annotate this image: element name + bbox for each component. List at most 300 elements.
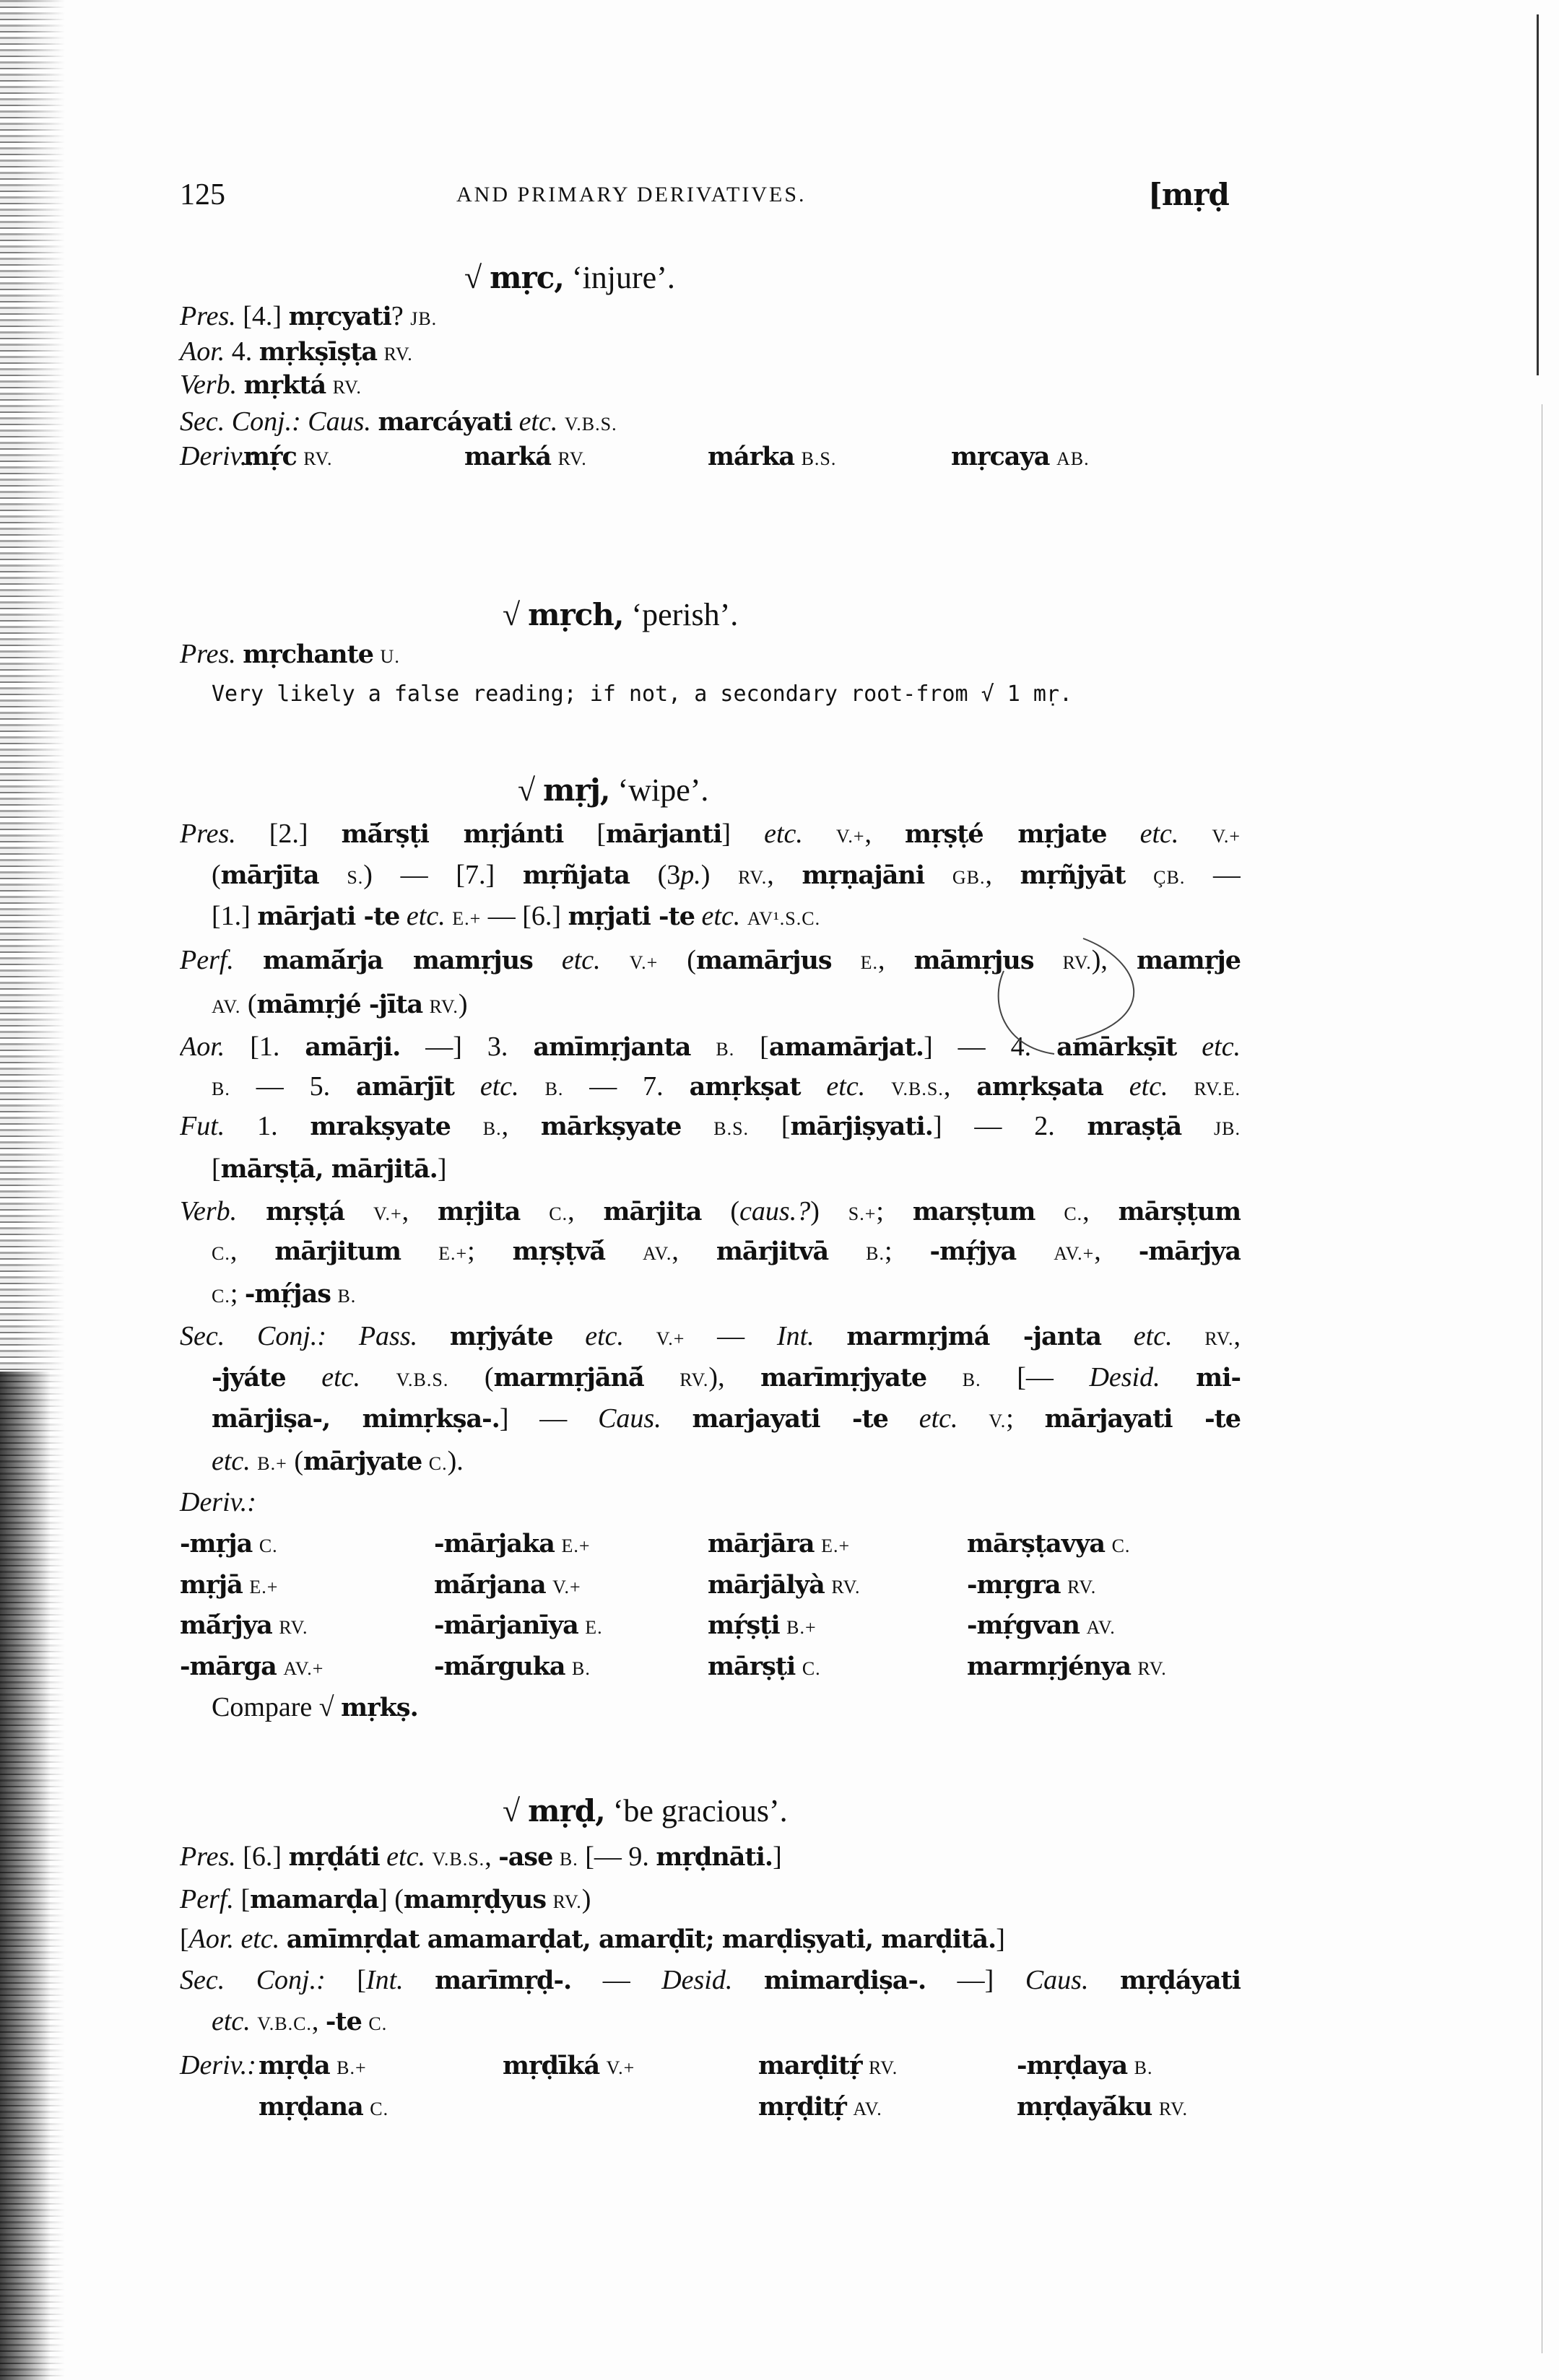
- text-segment: [: [325, 1965, 366, 1995]
- text-segment: [399, 901, 407, 931]
- source-abbreviation: S.+: [848, 1203, 877, 1224]
- source-abbreviation: E.+: [452, 908, 482, 929]
- source-abbreviation: B.+: [257, 1453, 287, 1474]
- derivative-entry: [1017, 2047, 1153, 2083]
- sanskrit-form: mārjita: [603, 1197, 702, 1226]
- source-abbreviation: B.: [716, 1039, 735, 1060]
- grammatical-label: Pres.: [180, 301, 236, 331]
- source-abbreviation: RV.: [552, 1891, 582, 1912]
- derivative-entry: [259, 2088, 388, 2124]
- source-abbreviation: V.B.C.: [257, 2013, 312, 2034]
- source-abbreviation: V.: [989, 1411, 1007, 1431]
- entry-line: [212, 2003, 387, 2039]
- sanskrit-form: -mārga: [180, 1652, 277, 1681]
- sanskrit-form: -mṛja: [180, 1529, 253, 1559]
- text-segment: [801, 1071, 827, 1102]
- guide-word: [mṛḍ: [1148, 177, 1229, 212]
- source-abbreviation: V.+: [835, 826, 865, 847]
- text-segment: [234, 945, 263, 975]
- text-segment: ,: [568, 1196, 604, 1226]
- text-segment: ,: [230, 1236, 275, 1266]
- source-abbreviation: JB.: [1214, 1118, 1241, 1139]
- text-segment: ,: [672, 1236, 716, 1266]
- text-segment: ;: [230, 1278, 245, 1309]
- grammatical-label: etc.: [406, 901, 446, 931]
- text-segment: [546, 1884, 553, 1914]
- sanskrit-form: amārji.: [305, 1032, 401, 1062]
- grammatical-label: Verb.: [180, 370, 238, 400]
- text-segment: —: [685, 1321, 777, 1351]
- text-segment: [363, 2091, 370, 2122]
- text-segment: [236, 639, 243, 669]
- text-segment: ,: [311, 2006, 326, 2036]
- source-abbreviation: RV.: [383, 344, 413, 365]
- text-segment: —: [1185, 860, 1241, 890]
- text-segment: [803, 819, 836, 849]
- source-abbreviation: E.+: [249, 1577, 279, 1597]
- text-segment: [422, 989, 430, 1019]
- source-abbreviation: V.B.S.: [564, 414, 617, 435]
- sanskrit-form: mārṣṭi: [708, 1652, 796, 1681]
- sanskrit-form: amārkṣīt: [1056, 1032, 1177, 1062]
- root-gloss: ‘wipe’.: [609, 772, 709, 808]
- entry-line: [180, 367, 362, 403]
- sanskrit-form: mṛṣṭá: [266, 1197, 345, 1226]
- root-name: mṛc,: [490, 260, 564, 295]
- sanskrit-form: -te: [325, 2007, 362, 2036]
- source-abbreviation: RV.: [1158, 2098, 1189, 2119]
- text-segment: —]: [926, 1965, 1025, 1995]
- entry-line: [180, 636, 400, 672]
- sanskrit-form: mṛcyati: [288, 302, 391, 331]
- source-abbreviation: C.: [1064, 1203, 1083, 1224]
- sanskrit-form: amīmṛḍat amamarḍat, amarḍīt; marḍiṣyati, marḍitā.: [286, 1925, 996, 1954]
- grammatical-label: etc.: [321, 1362, 361, 1392]
- running-title: AND PRIMARY DERIVATIVES.: [456, 183, 807, 206]
- entry-line: [180, 1921, 1005, 1957]
- source-abbreviation: C.: [259, 1535, 278, 1556]
- text-segment: — [6.]: [481, 901, 568, 931]
- sanskrit-form: mārjitum: [274, 1237, 401, 1266]
- text-segment: [279, 1924, 287, 1954]
- source-abbreviation: E.: [860, 952, 879, 973]
- source-abbreviation: B.+: [786, 1617, 817, 1638]
- text-segment: (3: [629, 860, 681, 890]
- sanskrit-form: mṛḍayā́ku: [1017, 2092, 1152, 2122]
- entry-line: [180, 816, 1241, 852]
- text-segment: [661, 1403, 692, 1434]
- sanskrit-form: mṛkṣīṣṭa: [259, 337, 378, 367]
- text-segment: — 7.: [563, 1071, 690, 1102]
- source-abbreviation: RV.: [303, 448, 333, 469]
- text-segment: ;: [467, 1236, 513, 1266]
- sanskrit-form: mṛñjyāt: [1020, 860, 1126, 890]
- sanskrit-form: marmṛjānā́: [493, 1363, 644, 1392]
- grammatical-label: etc.: [518, 406, 558, 437]
- grammatical-label: Perf.: [180, 945, 234, 975]
- text-segment: [377, 336, 384, 367]
- text-segment: ): [810, 1196, 848, 1226]
- derivative-entry: [708, 438, 836, 474]
- text-segment: [1105, 1528, 1112, 1559]
- scan-border-line: [1537, 14, 1539, 375]
- root-heading: [503, 1790, 788, 1833]
- sanskrit-form: mṛṣṭé mṛjate: [905, 819, 1107, 849]
- grammatical-label: etc.: [1129, 1071, 1168, 1102]
- text-segment: [1178, 819, 1212, 849]
- derivative-entry: [180, 1566, 278, 1603]
- sanskrit-form: marḍitṛ́: [758, 2051, 862, 2080]
- text-segment: ]: [996, 1924, 1005, 1954]
- text-segment: [1127, 2050, 1134, 2080]
- entry-line: [180, 1962, 1241, 1998]
- sanskrit-form: mṛchante: [243, 640, 374, 669]
- source-abbreviation: V.+: [552, 1577, 581, 1597]
- text-segment: ] — 2.: [932, 1111, 1087, 1141]
- source-abbreviation: RV.: [332, 377, 362, 398]
- text-segment: (: [701, 1196, 740, 1226]
- text-segment: [251, 2006, 258, 2036]
- sanskrit-form: māmṛjé -jīta: [256, 990, 423, 1019]
- text-segment: [422, 1446, 429, 1476]
- text-segment: [828, 1236, 866, 1266]
- sanskrit-form: marjayati -te: [692, 1404, 888, 1434]
- derivative-entry: [243, 438, 332, 474]
- sanskrit-form: mrakṣyate: [310, 1112, 451, 1141]
- text-segment: [: [563, 819, 607, 849]
- text-segment: [344, 1196, 373, 1226]
- text-segment: [4.]: [235, 301, 289, 331]
- sanskrit-form: -mṛ́jya: [929, 1237, 1017, 1266]
- root-heading: [518, 769, 708, 812]
- source-abbreviation: AV.+: [1054, 1243, 1095, 1264]
- text-segment: [624, 1321, 656, 1351]
- text-segment: [740, 901, 747, 931]
- sanskrit-form: mārṣṭum: [1118, 1197, 1241, 1226]
- derivative-entry: [259, 2047, 367, 2083]
- sanskrit-form: mi-: [1196, 1363, 1241, 1392]
- derivative-entry: [758, 2088, 882, 2124]
- source-abbreviation: RV.: [738, 867, 768, 888]
- source-abbreviation: RV.: [1137, 1658, 1167, 1679]
- source-abbreviation: V.B.S.: [396, 1369, 449, 1390]
- sanskrit-form: mṛḍitṛ́: [758, 2092, 846, 2122]
- sanskrit-form: mṛḍnāti.: [656, 1842, 773, 1872]
- grammatical-label: Aor. etc.: [188, 1924, 280, 1954]
- derivative-entry: [1017, 2088, 1188, 2124]
- text-segment: Compare √: [212, 1692, 342, 1722]
- text-segment: ,: [864, 819, 906, 849]
- text-segment: ): [700, 860, 739, 890]
- sanskrit-form: mārṣṭavya: [967, 1529, 1106, 1559]
- source-abbreviation: RV.: [679, 1369, 709, 1390]
- grammatical-label: Perf.: [180, 1884, 234, 1914]
- text-segment: ,: [767, 860, 802, 890]
- sanskrit-form: amṛkṣat: [689, 1072, 801, 1102]
- text-segment: (: [658, 945, 696, 975]
- text-segment: [578, 1610, 586, 1640]
- sanskrit-form: mṛjā: [180, 1570, 243, 1600]
- radical-sign-icon: √: [518, 772, 536, 808]
- text-segment: [—: [981, 1362, 1090, 1392]
- grammatical-label: etc.: [479, 1071, 519, 1102]
- grammatical-label: etc.: [561, 945, 601, 975]
- derivative-entry: [434, 1525, 591, 1561]
- grammatical-label: p.: [680, 860, 701, 890]
- text-segment: [330, 2050, 337, 2080]
- text-segment: [599, 2050, 607, 2080]
- text-segment: [1181, 1111, 1214, 1141]
- derivative-entry: [951, 438, 1090, 474]
- text-segment: [446, 901, 453, 931]
- root-heading: [464, 256, 675, 300]
- text-segment: [1049, 441, 1056, 471]
- text-segment: [: [749, 1111, 791, 1141]
- grammatical-label: caus.?: [739, 1196, 811, 1226]
- entry-line: [180, 1839, 782, 1875]
- text-segment: —] 3.: [400, 1032, 534, 1062]
- text-segment: [237, 1196, 266, 1226]
- source-abbreviation: B.: [482, 1118, 502, 1139]
- text-segment: — 5.: [230, 1071, 357, 1102]
- text-segment: [795, 1651, 802, 1681]
- source-abbreviation: AV.: [853, 2098, 882, 2119]
- source-abbreviation: E.: [585, 1617, 603, 1638]
- root-gloss: ‘injure’.: [563, 260, 675, 295]
- text-segment: [371, 406, 378, 437]
- text-segment: [601, 945, 630, 975]
- source-abbreviation: GB.: [952, 867, 986, 888]
- derivative-entry: [967, 1525, 1130, 1561]
- source-abbreviation: AV.: [643, 1243, 672, 1264]
- text-segment: (: [212, 860, 221, 890]
- derivative-entry: [967, 1648, 1167, 1684]
- grammatical-label: Verb.: [180, 1196, 238, 1226]
- entry-line: [180, 1108, 1241, 1144]
- source-abbreviation: RV.: [557, 448, 587, 469]
- text-segment: ;: [876, 1196, 913, 1226]
- text-segment: [690, 1032, 716, 1062]
- root-name: mṛch,: [528, 597, 624, 632]
- text-segment: ?: [391, 301, 411, 331]
- text-segment: [519, 1071, 545, 1102]
- text-segment: [815, 1528, 822, 1559]
- text-segment: ),: [708, 1362, 761, 1392]
- root-gloss: ‘be gracious’.: [604, 1793, 788, 1828]
- sanskrit-form: márka: [708, 442, 795, 471]
- text-segment: —: [571, 1965, 662, 1995]
- compare-note: [212, 1689, 418, 1725]
- derivative-entry: [503, 2047, 635, 2083]
- sanskrit-form: mārjitvā: [716, 1237, 829, 1266]
- sanskrit-form: -mṛḍaya: [1017, 2051, 1128, 2080]
- grammatical-label: Sec. Conj.:: [180, 1965, 326, 1995]
- entry-line: [180, 1881, 591, 1917]
- text-segment: ,: [1082, 1196, 1119, 1226]
- derivatives-label: Deriv.:: [180, 1487, 256, 1517]
- sanskrit-form: mārjyate: [303, 1447, 422, 1476]
- text-segment: ): [458, 989, 468, 1019]
- derivative-entry: [434, 1566, 581, 1603]
- text-segment: [865, 1071, 891, 1102]
- text-segment: [380, 1841, 387, 1872]
- source-abbreviation: C.: [802, 1658, 821, 1679]
- text-segment: [404, 1965, 435, 1995]
- sanskrit-form: mārjati -te: [257, 902, 400, 931]
- source-abbreviation: C.: [212, 1286, 230, 1307]
- derivative-entry: [967, 1566, 1096, 1603]
- text-segment: [1103, 1071, 1129, 1102]
- radical-sign-icon: √: [503, 597, 521, 632]
- sanskrit-form: -mṛ́jas: [244, 1279, 331, 1309]
- sanskrit-form: mṛḍīká: [503, 2051, 600, 2080]
- entry-line: [180, 1318, 1241, 1354]
- sanskrit-form: mārkṣyate: [540, 1112, 682, 1141]
- text-segment: [565, 1651, 573, 1681]
- text-segment: [551, 441, 558, 471]
- text-segment: ] — 4.: [924, 1032, 1057, 1062]
- source-abbreviation: ÇB.: [1153, 867, 1186, 888]
- text-segment: [825, 1569, 832, 1600]
- sanskrit-form: marcáyati: [378, 407, 513, 437]
- text-segment: [1168, 1071, 1194, 1102]
- source-abbreviation: C.: [549, 1203, 568, 1224]
- text-segment: [1035, 1196, 1064, 1226]
- text-segment: [373, 639, 381, 669]
- source-abbreviation: B.+: [336, 2057, 367, 2078]
- source-abbreviation: RV.: [1204, 1328, 1234, 1349]
- text-segment: [1107, 819, 1140, 849]
- source-abbreviation: C.: [370, 2098, 389, 2119]
- text-segment: [552, 1321, 585, 1351]
- grammatical-label: etc.: [212, 2006, 251, 2036]
- text-segment: [1.: [225, 1032, 305, 1062]
- grammatical-label: etc.: [919, 1403, 958, 1434]
- derivative-entry: [708, 1525, 850, 1561]
- root-heading: [503, 593, 738, 637]
- text-segment: ;: [885, 1236, 930, 1266]
- source-abbreviation: RV.: [429, 996, 459, 1017]
- source-abbreviation: B.S.: [713, 1118, 750, 1139]
- text-segment: [319, 860, 347, 890]
- text-segment: ),: [1091, 945, 1137, 975]
- source-abbreviation: AV¹.S.C.: [747, 908, 821, 929]
- source-abbreviation: RV.: [869, 2057, 898, 2078]
- sanskrit-form: mṛ́ṣṭi: [708, 1610, 780, 1640]
- text-segment: ,: [1094, 1236, 1139, 1266]
- sanskrit-form: mṛñjata: [522, 860, 630, 890]
- entry-line: [180, 404, 617, 440]
- sanskrit-form: mā́rṣṭi mṛjánti: [341, 819, 564, 849]
- sanskrit-form: mṛjati -te: [568, 902, 695, 931]
- source-abbreviation: V.+: [373, 1203, 402, 1224]
- sanskrit-form: marká: [464, 442, 552, 471]
- sanskrit-form: māmṛjus: [913, 946, 1034, 975]
- text-segment: [243, 1569, 250, 1600]
- pencil-annotation-mark: [960, 931, 1199, 1076]
- text-segment: ,: [878, 945, 914, 975]
- entry-line: [212, 1276, 356, 1312]
- scan-edge-shadow-lower: [0, 1372, 51, 2380]
- text-segment: (: [240, 989, 257, 1019]
- text-segment: [520, 1196, 549, 1226]
- sanskrit-form: mā́rjana: [434, 1570, 546, 1600]
- grammatical-label: Desid.: [661, 1965, 733, 1995]
- sanskrit-form: mārjīta: [220, 860, 319, 890]
- derivative-entry: [180, 1525, 278, 1561]
- derivative-entry: [708, 1566, 861, 1603]
- source-abbreviation: B.: [544, 1078, 564, 1099]
- source-abbreviation: C.: [428, 1453, 448, 1474]
- text-segment: [958, 1403, 989, 1434]
- text-segment: [644, 1362, 680, 1392]
- source-abbreviation: B.S.: [801, 448, 837, 469]
- sanskrit-form: amārjīt: [356, 1072, 454, 1102]
- text-segment: [— 9.: [578, 1841, 656, 1872]
- text-segment: [546, 1569, 553, 1600]
- text-segment: [360, 1362, 396, 1392]
- text-segment: [552, 1841, 560, 1872]
- text-segment: [815, 1321, 847, 1351]
- entry-line: [212, 1151, 447, 1187]
- text-segment: ]: [773, 1841, 782, 1872]
- source-abbreviation: B.: [962, 1369, 981, 1390]
- source-abbreviation: S.: [347, 867, 364, 888]
- source-abbreviation: U.: [380, 646, 400, 667]
- text-segment: [1016, 1236, 1054, 1266]
- root-name: mṛj,: [543, 772, 610, 808]
- entry-line: [212, 1233, 1241, 1269]
- text-segment: [926, 1362, 963, 1392]
- source-abbreviation: B.: [337, 1286, 357, 1307]
- source-abbreviation: AV.: [1086, 1617, 1116, 1638]
- source-abbreviation: V.+: [629, 952, 659, 973]
- text-segment: ]: [437, 1154, 447, 1184]
- source-abbreviation: B.: [1134, 2057, 1153, 2078]
- text-segment: ): [581, 1884, 591, 1914]
- sanskrit-form: -ase: [498, 1842, 553, 1872]
- derivative-entry: [180, 1648, 323, 1684]
- text-segment: [794, 441, 802, 471]
- page-number: 125: [180, 178, 225, 212]
- derivative-entry: [180, 1607, 308, 1643]
- grammatical-label: Int.: [365, 1965, 404, 1995]
- text-segment: [272, 1610, 279, 1640]
- sanskrit-form: -mṛgra: [967, 1570, 1061, 1600]
- sanskrit-form: marmṛjmá -janta: [846, 1322, 1102, 1351]
- sanskrit-form: -mā́rguka: [434, 1652, 565, 1681]
- text-segment: [454, 1071, 480, 1102]
- entry-line: [212, 674, 1072, 710]
- sanskrit-form: mamarḍa: [250, 1885, 379, 1914]
- sanskrit-form: -mārjya: [1138, 1237, 1241, 1266]
- grammatical-label: etc.: [1133, 1321, 1173, 1351]
- grammatical-label: Pres.: [180, 1841, 236, 1872]
- text-segment: [1152, 2091, 1159, 2122]
- text-segment: [297, 441, 304, 471]
- text-segment: ).: [447, 1446, 464, 1476]
- derivative-entry: [464, 438, 587, 474]
- entry-line: [180, 298, 437, 334]
- sanskrit-form: mimarḍiṣa-.: [763, 1966, 926, 1995]
- sanskrit-form: mā́rjya: [180, 1610, 272, 1640]
- grammatical-label: Caus.: [1025, 1965, 1089, 1995]
- radical-sign-icon: √: [503, 1793, 521, 1828]
- grammatical-label: etc.: [1139, 819, 1179, 849]
- sanskrit-form: -mṛ́gvan: [967, 1610, 1080, 1640]
- source-abbreviation: V.+: [656, 1328, 685, 1349]
- text-segment: 4.: [225, 336, 259, 367]
